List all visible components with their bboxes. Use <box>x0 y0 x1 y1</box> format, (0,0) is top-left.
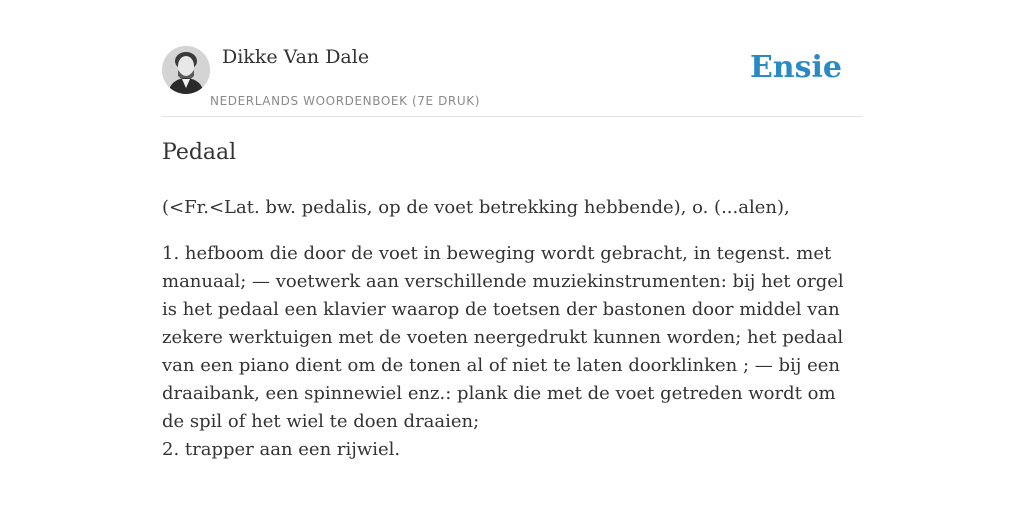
avatar[interactable] <box>162 46 210 94</box>
author-name[interactable]: Dikke Van Dale <box>222 46 370 68</box>
page-title: Pedaal <box>162 140 237 165</box>
header <box>162 44 862 117</box>
source-subtitle[interactable]: NEDERLANDS WOORDENBOEK (7E DRUK) <box>210 94 480 108</box>
portrait-icon <box>162 46 210 94</box>
definition-sense-1: 1. hefboom die door de voet in beweging wordt gebracht, in tegenst. met manuaal; — voetwerk aan verschillende muziekinstrumenten: bij het orgel is het pedaal een klavier waarop de toetsen der bastonen door middel van zekere werktuigen met de voeten neergedrukt kunnen worden; het pedaal van een piano dient om de tonen al of niet te laten doorklinken ; — bij een draaibank, een spinnewiel enz.: plank die met de voet getreden wordt om de spil of het wiel te doen draaien; <box>162 243 844 432</box>
definition-body <box>162 240 862 464</box>
etymology-text: (<Fr.<Lat. bw. pedalis, op de voet betrekking hebbende), o. (...alen), <box>162 197 790 218</box>
brand-logo[interactable]: Ensie <box>749 50 842 85</box>
definition-sense-2: 2. trapper aan een rijwiel. <box>162 439 401 460</box>
